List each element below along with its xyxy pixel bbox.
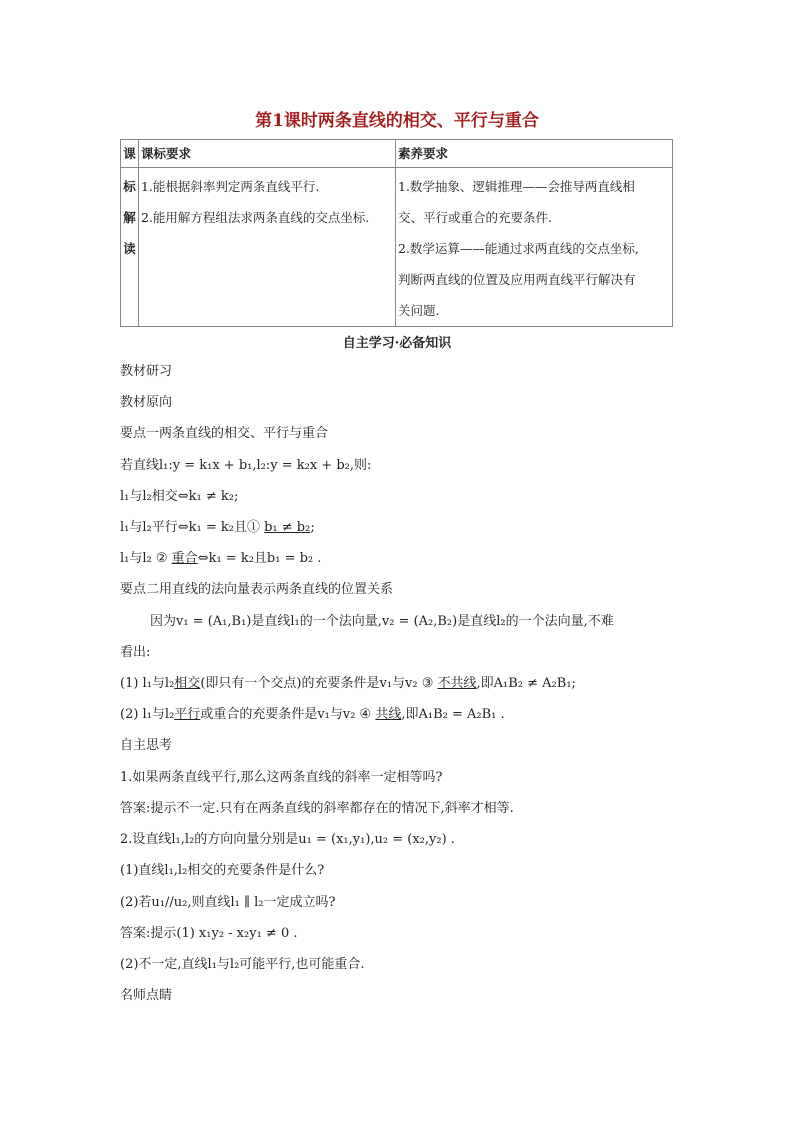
text-span: l₁与l₂平行⇔k₁ = k₂且① xyxy=(120,520,260,535)
curriculum-requirements-cell xyxy=(139,168,396,327)
literacy-line: 关问题. xyxy=(398,303,440,318)
text-span: 或重合的充要条件是v₁与v₂ ④ xyxy=(200,707,372,722)
blank-answer: 平行 xyxy=(174,707,201,722)
blank-answer: 共线 xyxy=(375,707,402,722)
literacy-line: 2.数学运算——能通过求两直线的交点坐标, xyxy=(398,241,639,256)
page-title: 第1课时两条直线的相交、平行与重合 xyxy=(255,111,539,131)
section-title: 自主学习·必备知识 xyxy=(342,336,452,351)
question: 1.如果两条直线平行,那么这两条直线的斜率一定相等吗? xyxy=(120,770,443,785)
text-line xyxy=(120,674,576,694)
blank-answer: 相交 xyxy=(174,676,201,691)
text-span: (即只有一个交点)的充要条件是v₁与v₂ ③ xyxy=(200,676,434,691)
text-line xyxy=(120,705,505,725)
text-line: 名师点睛 xyxy=(120,988,173,1003)
requirement-item: 1.能根据斜率判定两条直线平行. xyxy=(141,179,320,194)
text-span: ,即A₁B₂ = A₂B₁ . xyxy=(401,707,505,722)
text-line: 自主思考 xyxy=(120,738,173,753)
side-char: 课 xyxy=(123,146,136,161)
answer: (2)不一定,直线l₁与l₂可能平行,也可能重合. xyxy=(120,957,365,972)
text-line xyxy=(120,549,321,569)
answer: 答案:提示不一定.只有在两条直线的斜率都存在的情况下,斜率才相等. xyxy=(120,801,514,816)
text-line: 因为v₁ = (A₁,B₁)是直线l₁的一个法向量,v₂ = (A₂,B₂)是直线l₂的一个法向量,不难 xyxy=(150,614,614,629)
question: (1)直线l₁,l₂相交的充要条件是什么? xyxy=(120,863,325,878)
table-side-label xyxy=(121,168,139,327)
side-char: 解 xyxy=(123,210,136,225)
literacy-line: 判断两直线的位置及应用两直线平行解决有 xyxy=(398,272,636,287)
text-span: (2) l₁与l₂ xyxy=(120,707,175,722)
side-char: 标 xyxy=(123,179,136,194)
header-literacy-requirements: 素养要求 xyxy=(396,140,673,168)
side-char: 读 xyxy=(123,241,136,256)
blank-answer: b₁ ≠ b₂ xyxy=(264,520,311,535)
literacy-requirements-cell xyxy=(396,168,673,327)
question: 2.设直线l₁,l₂的方向向量分别是u₁ = (x₁,y₁),u₂ = (x₂,y₂) . xyxy=(120,832,455,847)
answer: 答案:提示(1) x₁y₂ - x₂y₁ ≠ 0 . xyxy=(120,926,298,941)
text-line: 教材原向 xyxy=(120,395,173,410)
literacy-line: 交、平行或重合的充要条件. xyxy=(398,210,552,225)
requirement-item: 2.能用解方程组法求两条直线的交点坐标. xyxy=(141,210,370,225)
text-line: l₁与l₂相交⇔k₁ ≠ k₂; xyxy=(120,489,239,504)
curriculum-table xyxy=(120,139,673,327)
text-span: l₁与l₂ ② xyxy=(120,551,168,566)
blank-answer: 重合 xyxy=(171,551,198,566)
text-line: 教材研习 xyxy=(120,364,173,379)
header-curriculum-requirements: 课标要求 xyxy=(139,140,396,168)
text-span: ⇔k₁ = k₂且b₁ = b₂ . xyxy=(197,551,322,566)
text-line: 若直线l₁:y = k₁x + b₁,l₂:y = k₂x + b₂,则: xyxy=(120,458,372,473)
key-point-heading: 要点一两条直线的相交、平行与重合 xyxy=(120,426,329,441)
literacy-line: 1.数学抽象、逻辑推理——会推导两直线相 xyxy=(398,179,635,194)
table-side-header xyxy=(121,140,139,168)
text-span: ; xyxy=(310,520,315,535)
text-line xyxy=(120,518,315,538)
question: (2)若u₁//u₂,则直线l₁ ∥ l₂一定成立吗? xyxy=(120,895,336,910)
blank-answer: 不共线 xyxy=(437,676,477,691)
text-line: 看出: xyxy=(120,645,151,660)
key-point-heading: 要点二用直线的法向量表示两条直线的位置关系 xyxy=(120,582,394,597)
text-span: ,即A₁B₂ ≠ A₂B₁; xyxy=(476,676,576,691)
text-span: (1) l₁与l₂ xyxy=(120,676,175,691)
